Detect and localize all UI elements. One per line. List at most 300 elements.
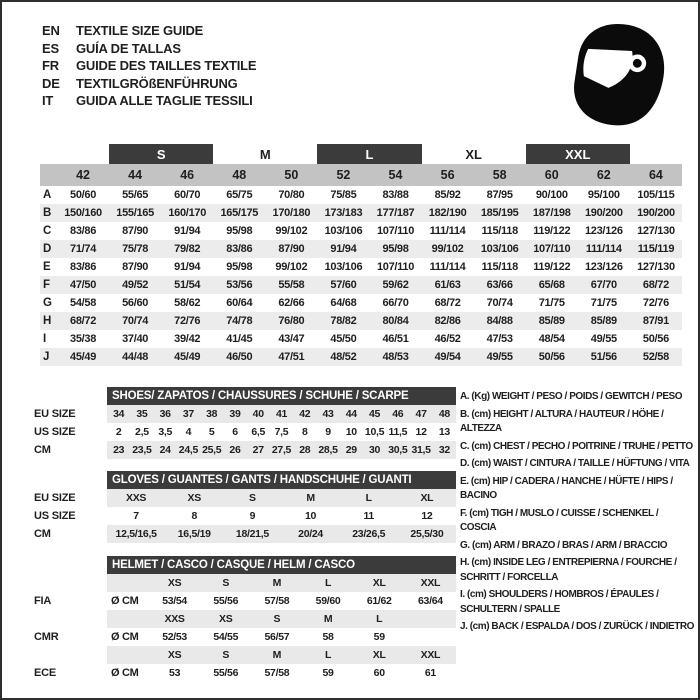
spacer-cell [107,646,149,664]
measure-row-G [40,294,682,312]
size-cell: 56/57 [264,631,290,643]
measure-row-D [40,240,682,258]
size-cell: 30 [363,441,386,459]
size-group-s: S [109,144,213,164]
title-row [42,57,256,75]
measure-cell: 56/60 [122,297,149,309]
measure-cell: 48/52 [317,348,369,366]
size-cell: 16,5/19 [165,525,223,543]
measure-cell: 185/195 [474,204,526,222]
size-header: L [302,574,353,592]
measure-cell: 43/47 [278,333,305,345]
helmet-table [30,556,456,682]
measure-cell: 87/91 [630,312,682,330]
measure-cell: 83/86 [70,261,97,273]
measure-cell: 35/38 [70,333,97,345]
measure-cell: 182/190 [422,204,474,222]
size-cell: 61/62 [366,595,392,607]
measure-cell: 45/49 [57,348,109,366]
measure-cell: 65/68 [526,276,578,294]
unit-label: Ø CM [111,631,139,643]
size-cell: 52/53 [162,631,187,643]
row-label: E [43,261,51,273]
row-label: EU SIZE [30,405,107,423]
measure-cell: 83/86 [70,225,97,237]
legend-item: A. (Kg) WEIGHT / PESO / POIDS / GEWITCH / PESO [460,391,683,402]
spacer-cell [107,574,149,592]
measure-cell: 78/82 [317,312,369,330]
size-group-empty [630,144,682,164]
measure-cell: 150/160 [57,204,109,222]
sub-tables [30,387,456,682]
size-cell: 26 [223,441,246,459]
measure-cell: 187/198 [526,204,578,222]
legend-item: J. (cm) BACK / ESPALDA / DOS / ZURÜCK / INDIETRO [460,621,694,632]
size-header: M [251,574,302,592]
gloves-table [30,471,456,543]
size-cell: 55/56 [213,595,239,607]
size-cell: 10,5 [364,426,385,438]
spacer-cell [30,556,107,574]
size-cell: 37 [177,405,200,423]
row-label: J [40,348,57,366]
shoes-title-row [30,387,456,405]
gloves-title-row [30,471,456,489]
shoes-body-row [30,441,456,459]
helmet-value-row-fia [30,592,456,610]
measure-cell: 115/119 [630,240,682,258]
measure-cell: 71/75 [538,297,565,309]
measure-cell: 123/126 [584,225,623,237]
measure-cell: 46/52 [434,333,461,345]
measure-cell: 55/65 [122,189,149,201]
size-header: L [354,610,405,628]
title-text: GUIDA ALLE TAGLIE TESSILI [76,93,253,108]
measure-cell: 74/78 [213,312,265,330]
measure-cell: 72/76 [642,297,669,309]
size-number-row [40,164,682,186]
measure-cell: 90/100 [535,189,568,201]
measure-cell: 83/86 [213,240,265,258]
size-cell: 18/21,5 [223,525,281,543]
measure-cell: 95/98 [226,261,253,273]
measure-cell: 67/70 [578,276,630,294]
measure-cell: 76/80 [265,312,317,330]
measure-cell: 95/98 [226,225,253,237]
measure-cell: 58/62 [174,297,201,309]
size-cell: 2 [115,426,122,438]
legend-item: E. (cm) HIP / CADERA / HANCHE / HÜFTE / HIPS / BACINO [460,475,673,501]
size-cell: 32 [433,441,456,459]
row-label: US SIZE [30,507,107,525]
measure-cell: 37/40 [122,333,149,345]
size-cell: 6 [232,426,238,438]
measure-cell: 68/72 [57,312,109,330]
row-label: I [43,333,46,345]
measure-cell: 49/55 [474,348,526,366]
size-header: 64 [630,164,682,186]
size-cell: 41 [270,405,293,423]
measure-cell: 70/74 [109,312,161,330]
row-label: F [40,276,57,294]
measure-row-C [40,222,682,240]
helmet-value-row-cmr [30,628,456,646]
measure-cell: 54/58 [70,297,97,309]
size-cell: 25,5/30 [398,525,456,543]
measure-cell: 68/72 [630,276,682,294]
measure-cell: 44/48 [109,348,161,366]
size-cell: 42 [293,405,316,423]
legend-item: H. (cm) INSIDE LEG / ENTREPIERNA / FOURCHE / SCHRITT / FORCELLA [460,557,677,583]
measure-row-I [40,330,682,348]
helmet-size-row-ece [30,646,456,664]
language-code: EN [42,23,60,38]
measure-cell: 47/51 [265,348,317,366]
measure-cell: 48/54 [538,333,565,345]
size-cell: 31,5 [409,441,432,459]
measure-cell: 57/60 [317,276,369,294]
row-label: G [43,297,52,309]
helmet-icon [552,18,684,136]
size-cell: 28 [293,441,316,459]
language-titles [42,22,256,110]
size-header: 42 [57,164,109,186]
size-cell: 59 [322,667,334,679]
measure-cell: 61/63 [422,276,474,294]
title-row [42,40,256,58]
size-header: L [302,646,353,664]
size-header: S [200,574,251,592]
size-header: XXL [405,646,456,664]
size-header: XS [149,574,200,592]
language-code: IT [42,93,54,108]
size-cell: 58 [322,631,334,643]
measure-cell: 55/58 [265,276,317,294]
size-cell: 36 [154,405,177,423]
measure-cell: 177/187 [369,204,421,222]
measure-cell: 91/94 [174,261,201,273]
size-cell: 24 [154,441,177,459]
title-text: TEXTILE SIZE GUIDE [76,23,204,38]
size-cell: 9 [325,426,331,438]
measure-cell: 105/115 [637,189,675,201]
measure-cell: 85/89 [578,312,630,330]
size-cell: 53/54 [162,595,187,607]
size-header: XL [354,574,405,592]
measure-cell: 107/110 [526,240,578,258]
measure-cell: 107/110 [376,261,415,273]
measure-cell: 87/95 [486,189,513,201]
size-cell: 46 [386,405,409,423]
size-cell: 34 [107,405,130,423]
size-header: XXL [405,574,456,592]
measure-cell: 45/50 [330,333,357,345]
measure-cell: 48/53 [369,348,421,366]
measure-row-F [40,276,682,294]
measure-cell: 66/70 [382,297,409,309]
measure-cell: 123/126 [584,261,623,273]
size-cell: XL [398,489,456,507]
size-cell: 28,5 [316,441,339,459]
size-group-empty [57,144,109,164]
size-cell: 38 [200,405,223,423]
size-cell: XS [165,489,223,507]
legend-item: B. (cm) HEIGHT / ALTURA / HAUTEUR / HÖHE / ALTEZZA [460,408,664,434]
size-group-l: L [317,144,421,164]
size-cell: 10 [305,510,317,522]
gloves-body-row [30,489,456,507]
size-cell: 8 [191,510,197,522]
measure-cell: 71/75 [590,297,617,309]
size-header: S [200,646,251,664]
spacer-cell [30,574,107,592]
size-cell: 10 [345,426,357,438]
size-cell: L [340,489,398,507]
measure-cell: 85/89 [526,312,578,330]
measure-cell: 115/118 [481,261,518,273]
size-cell: 20/24 [281,525,339,543]
size-cell: 40 [247,405,270,423]
size-cell: 9 [249,510,256,522]
spacer-cell [30,471,107,489]
size-cell: 3,5 [158,426,173,438]
measure-cell: 68/72 [434,297,461,309]
measure-cell: 50/56 [642,333,669,345]
measure-cell: 71/74 [57,240,109,258]
unit-label: Ø CM [111,667,139,679]
measure-cell: 155/165 [109,204,161,222]
size-cell: 23 [107,441,130,459]
size-cell: M [281,489,339,507]
size-header: 56 [422,164,474,186]
measure-cell: 190/200 [630,204,682,222]
helmet-title: HELMET / CASCO / CASQUE / HELM / CASCO [107,556,456,574]
size-cell: 59 [373,631,385,643]
size-group-spacer [40,144,57,164]
title-row [42,92,256,110]
spacer-cell [107,610,149,628]
size-cell: 12,5/16,5 [107,525,165,543]
title-text: TEXTILGRÖßENFÜHRUNG [76,75,238,91]
language-code: ES [42,40,59,56]
measure-cell: 82/86 [422,312,474,330]
measure-cell: 51/54 [161,276,213,294]
size-cell: 12 [415,426,427,438]
measure-cell: 39/42 [174,333,201,345]
measure-cell: 190/200 [578,204,630,222]
measure-cell: 115/118 [481,225,518,237]
measure-cell: 103/106 [324,225,363,237]
measure-cell: 49/54 [422,348,474,366]
size-cell: 29 [340,441,363,459]
size-group-xl: XL [422,144,526,164]
measure-cell: 70/80 [278,189,305,201]
measure-cell: 64/68 [330,297,357,309]
measure-cell: 103/106 [474,240,526,258]
size-cell: 45 [363,405,386,423]
gloves-body-row [30,507,456,525]
row-label: A [43,189,52,201]
row-label: US SIZE [30,423,107,441]
language-code: FR [42,58,59,73]
measure-cell: 45/49 [161,348,213,366]
measure-cell: 160/170 [161,204,213,222]
row-label: CM [30,525,107,543]
measure-cell: 170/180 [265,204,317,222]
size-cell: 23/26,5 [340,525,398,543]
measure-cell: 165/175 [213,204,265,222]
measure-cell: 50/60 [70,189,97,201]
measure-cell: 72/76 [161,312,213,330]
measure-row-A [40,186,682,204]
measure-cell: 87/90 [122,225,149,237]
title-text: GUIDE DES TAILLES TEXTILE [76,58,257,73]
measure-cell: 111/114 [429,225,466,237]
measure-cell: 80/84 [369,312,421,330]
size-cell: 59/60 [315,595,341,607]
row-label: H [40,312,57,330]
measure-cell: 87/90 [122,261,149,273]
size-cell: 4 [185,426,192,438]
measure-cell: 53/56 [213,276,265,294]
shoes-table [30,387,456,459]
gloves-body-row [30,525,456,543]
measure-cell: 84/88 [474,312,526,330]
size-header: 62 [578,164,630,186]
measure-cell: 59/62 [369,276,421,294]
size-cell: 61 [424,667,436,679]
language-code: DE [42,75,60,91]
size-cell: 5 [208,426,215,438]
measure-row-H [40,312,682,330]
size-header: 44 [109,164,161,186]
size-cell: 43 [316,405,339,423]
legend-item: D. (cm) WAIST / CINTURA / TAILLE / HÜFTUNG / VITA [460,458,690,469]
size-cell: 24,5 [177,441,200,459]
title-row [42,75,256,93]
row-label: D [40,240,57,258]
measure-cell: 79/82 [161,240,213,258]
size-cell: 27,5 [270,441,293,459]
measure-cell: 52/58 [630,348,682,366]
size-group-m: M [213,144,317,164]
measure-cell: 50/56 [526,348,578,366]
measure-cell: 65/75 [226,189,253,201]
size-cell: 13 [438,426,450,438]
measure-cell: 49/52 [109,276,161,294]
legend-item: I. (cm) SHOULDERS / HOMBROS / ÉPAULES / SCHULTERN / SPALLE [460,589,659,615]
size-header: 46 [161,164,213,186]
size-header: XL [354,646,405,664]
size-cell: 54/55 [213,631,239,643]
measure-cell: 47/50 [57,276,109,294]
size-header: M [251,646,302,664]
size-cell: XXS [107,489,165,507]
helmet-size-row-fia [30,574,456,592]
size-cell: 25,5 [200,441,223,459]
measure-cell: 91/94 [317,240,369,258]
measure-row-E [40,258,682,276]
size-header: 48 [213,164,265,186]
size-cell: 60 [373,667,385,679]
measure-row-J [40,348,682,366]
standard-label: FIA [30,592,107,610]
measure-cell: 107/110 [376,225,415,237]
size-group-row [40,144,682,164]
size-cell: 39 [223,405,246,423]
row-label: EU SIZE [30,489,107,507]
row-label [40,164,57,186]
spacer-cell [30,610,107,628]
helmet-title-row [30,556,456,574]
legend-item: G. (cm) ARM / BRAZO / BRAS / ARM / BRACCIO [460,539,668,551]
size-cell: 2,5 [135,426,149,438]
measure-cell: 70/74 [486,297,513,309]
size-header: 52 [317,164,369,186]
size-header: XS [200,610,251,628]
size-header: 58 [474,164,526,186]
legend-item: F. (cm) TIGH / MUSLO / CUISSE / SCHENKEL / COSCIA [460,507,659,533]
size-cell: 12 [421,510,433,522]
measure-cell: 173/183 [317,204,369,222]
size-header: XS [149,646,200,664]
main-size-table-wrap [40,144,682,366]
shoes-title: SHOES/ ZAPATOS / CHAUSSURES / SCHUHE / SCARPE [107,387,456,405]
size-cell: 7,5 [274,426,289,438]
size-group-xxl: XXL [526,144,630,164]
measure-cell: 47/53 [486,333,513,345]
measure-cell: 49/55 [590,333,617,345]
measure-cell: 99/102 [275,225,308,237]
measure-cell: 46/51 [382,333,409,345]
title-row [42,22,256,40]
size-header: 54 [369,164,421,186]
measure-cell: 41/45 [226,333,253,345]
measure-cell: 75/78 [109,240,161,258]
measure-cell: 91/94 [174,225,201,237]
measure-row-B [40,204,682,222]
title-text: GUÍA DE TALLAS [76,40,181,56]
measure-cell: 99/102 [275,261,308,273]
row-label: CM [30,441,107,459]
standard-label: CMR [30,628,107,646]
size-cell: 6,5 [251,426,266,438]
main-size-table [40,144,682,366]
size-cell: 48 [433,405,456,423]
size-cell: 11 [363,510,374,522]
row-label: C [43,225,52,237]
size-cell: 57/58 [264,595,290,607]
unit-label: Ø CM [111,595,139,607]
measure-cell: 60/64 [226,297,253,309]
measure-cell: 127/130 [637,261,675,273]
size-header: XXS [149,610,200,628]
size-header [405,610,456,628]
measure-cell: 103/106 [324,261,363,273]
helmet-value-row-ece [30,664,456,682]
helmet-size-row-cmr [30,610,456,628]
measure-cell: 111/114 [578,240,630,258]
size-cell: 11,5 [388,426,408,438]
measure-cell: 111/114 [429,261,466,273]
size-cell: 63/64 [418,595,443,607]
measure-cell: 83/88 [382,189,409,201]
measure-cell: 119/122 [533,225,571,237]
legend-item: C. (cm) CHEST / PECHO / POITRINE / TRUHE / PETTO [460,440,693,452]
measure-cell: 95/98 [369,240,421,258]
size-cell: 7 [133,510,139,522]
measure-cell: 127/130 [637,225,675,237]
